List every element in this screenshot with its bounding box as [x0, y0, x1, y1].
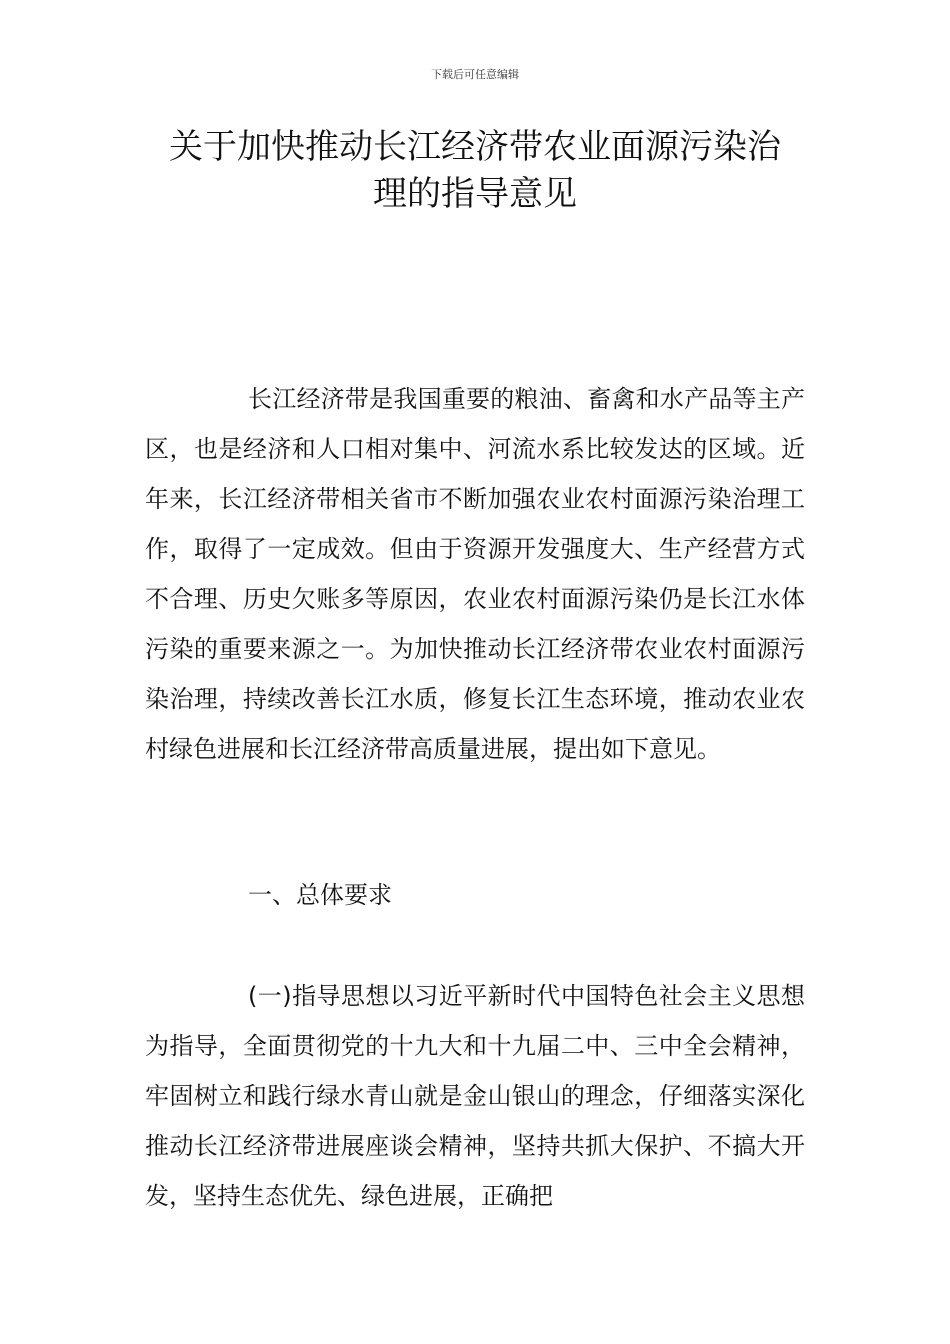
document-title [120, 124, 830, 218]
guiding-ideology-paragraph: (一)指导思想以习近平新时代中国特色社会主义思想为指导，全面贯彻党的十九大和十九届二中、三中全会精神，牢固树立和践行绿水青山就是金山银山的理念，仔细落实深化推动长江经济带进展座谈会精神，坚持共抓大保护、不搞大开发，坚持生态优先、绿色进展，正确把 [145, 982, 805, 1210]
section-heading: 一、总体要求 [248, 881, 392, 909]
title-line-2: 理的指导意见 [373, 174, 577, 214]
header-note: 下载后可任意编辑 [431, 68, 519, 81]
intro-paragraph: 长江经济带是我国重要的粮油、畜禽和水产品等主产区，也是经济和人口相对集中、河流水系比较发达的区域。近年来，长江经济带相关省市不断加强农业农村面源污染治理工作，取得了一定成效。但由于资源开发强度大、生产经营方式不合理、历史欠账多等原因，农业农村面源污染仍是长江水体污染的重要来源之一。为加快推动长江经济带农业农村面源污染治理，持续改善长江水质，修复长江生态环境，推动农业农村绿色进展和长江经济带高质量进展，提出如下意见。 [145, 385, 805, 763]
title-line-1: 关于加快推动长江经济带农业面源污染治 [169, 127, 781, 167]
